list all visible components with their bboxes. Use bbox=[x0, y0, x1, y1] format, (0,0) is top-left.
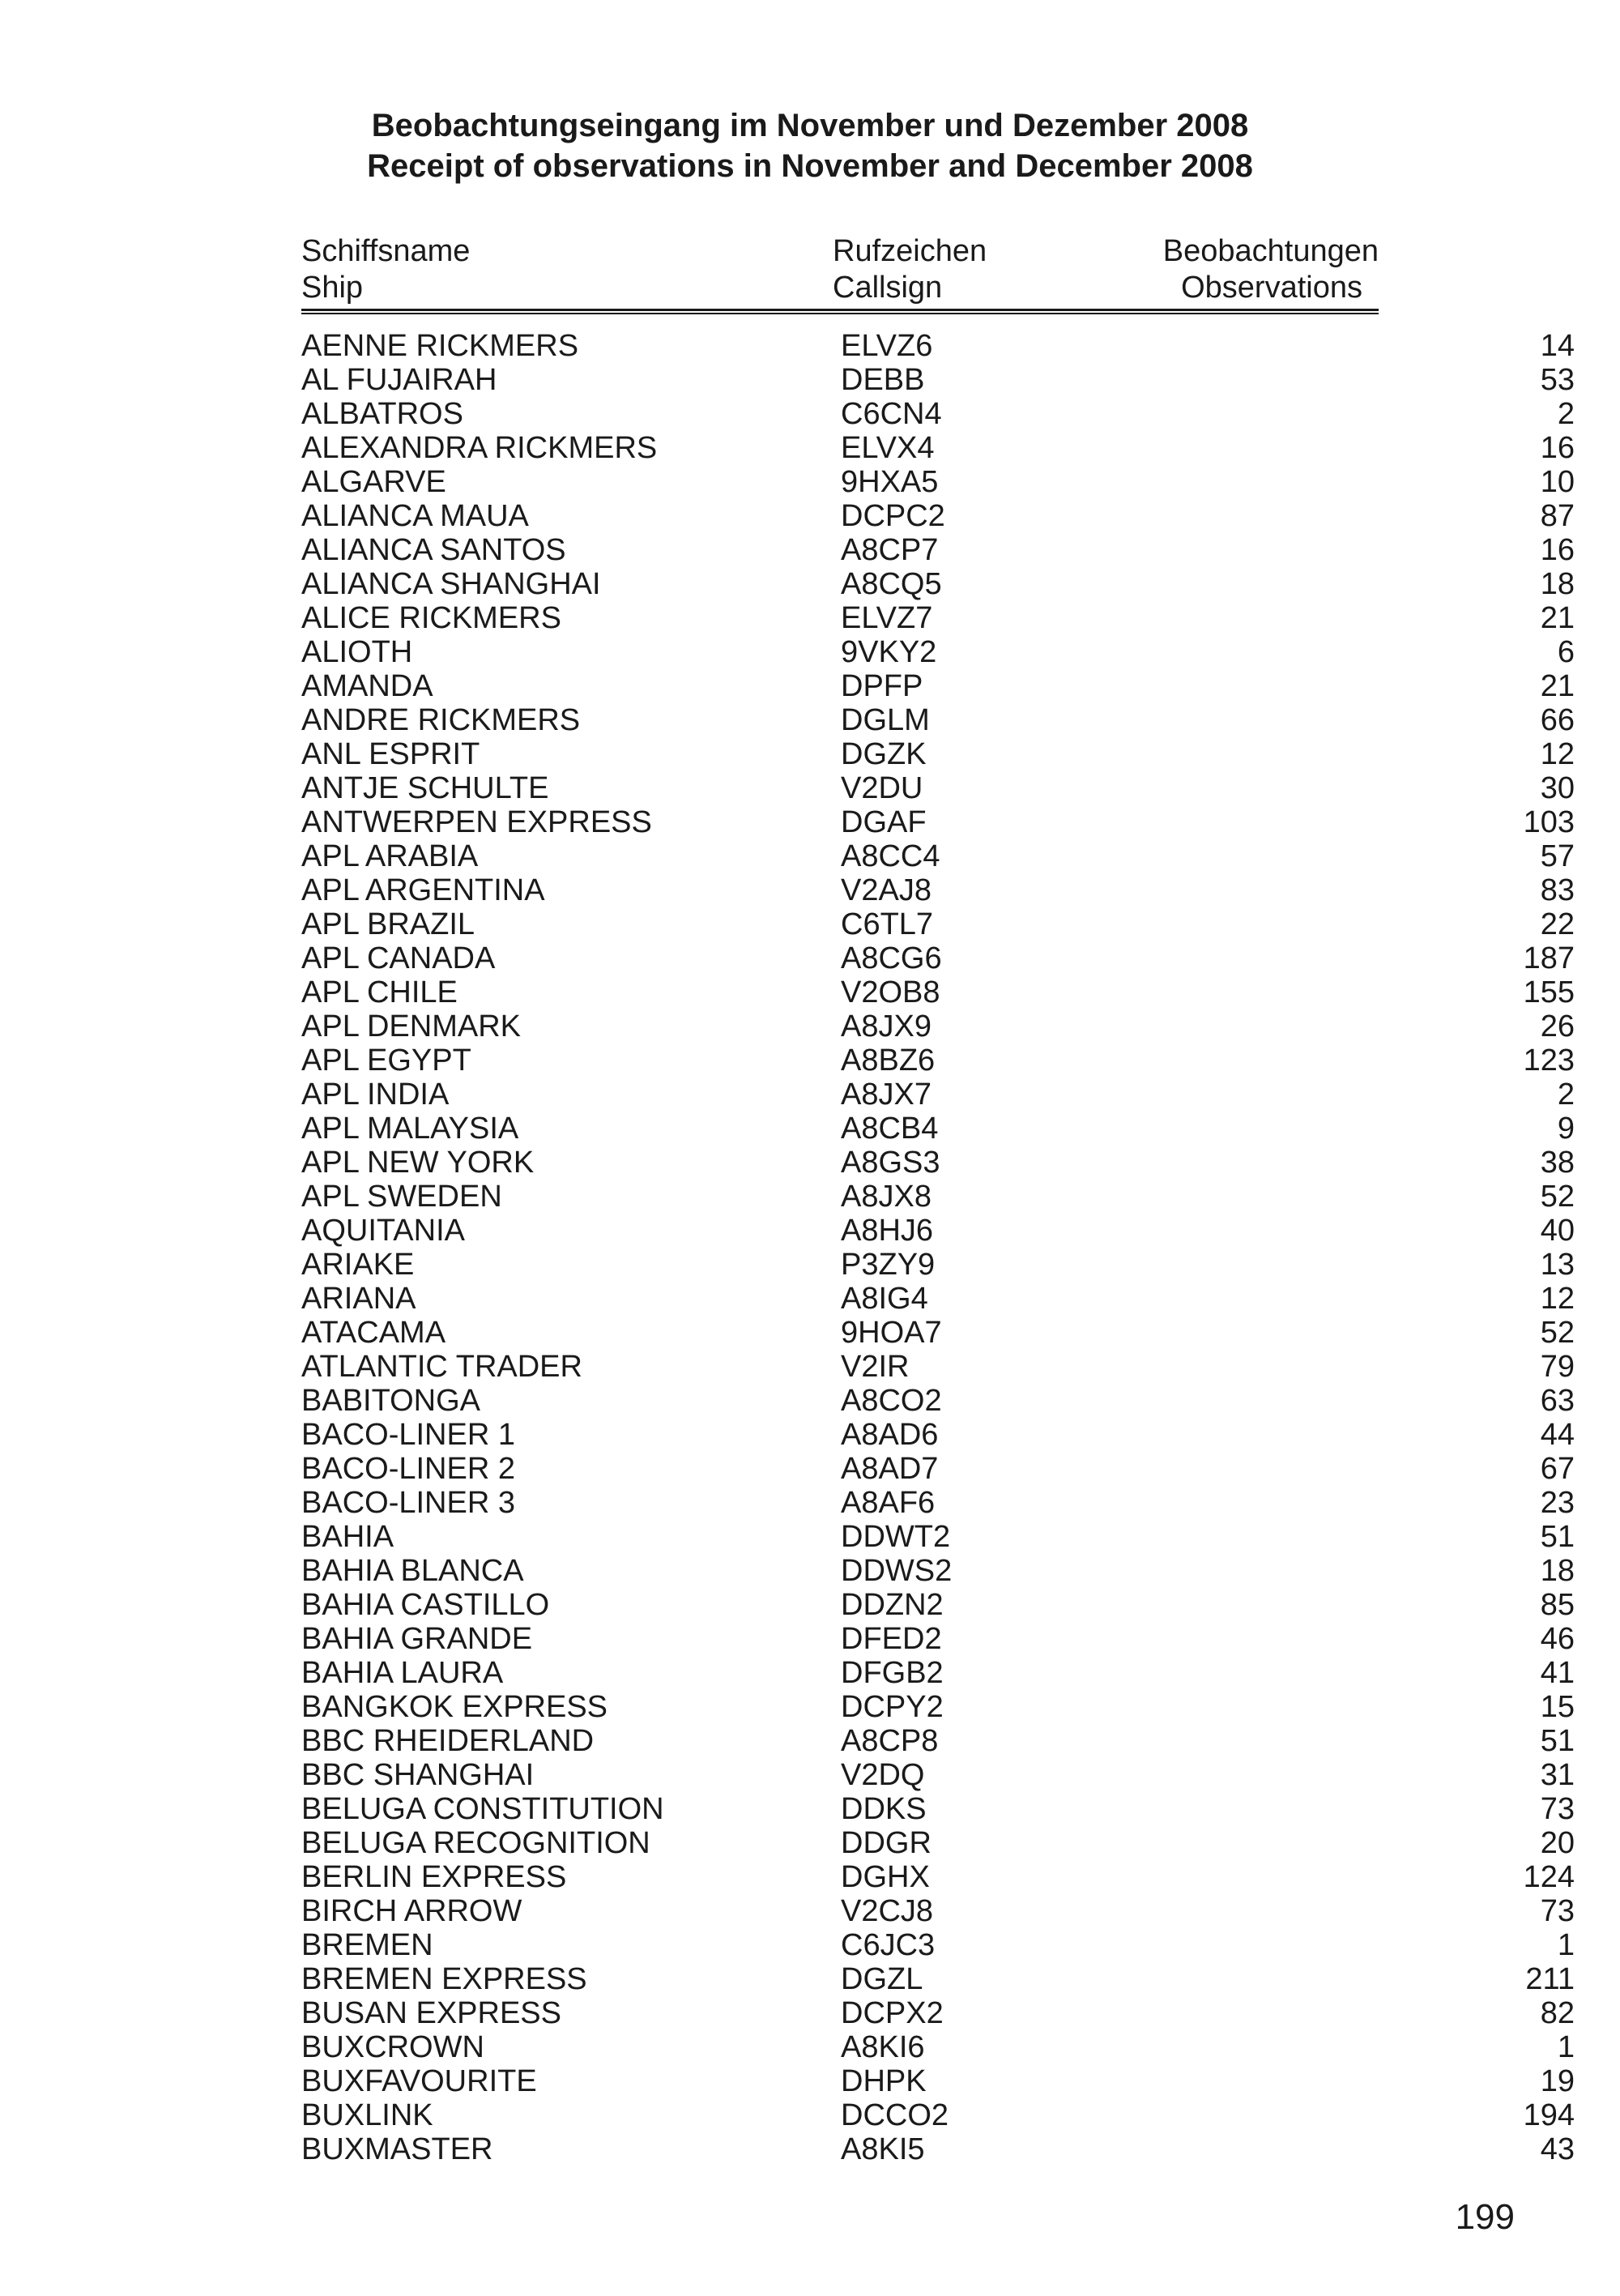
table-row bbox=[301, 907, 1575, 941]
observation-count: 57 bbox=[1540, 839, 1575, 873]
header-ship-name-de: Schiffsname bbox=[301, 234, 471, 268]
ship-name: ATACAMA bbox=[301, 1316, 446, 1350]
ship-name: BIRCH ARROW bbox=[301, 1894, 522, 1928]
table-row bbox=[301, 873, 1575, 907]
observation-count: 21 bbox=[1540, 601, 1575, 635]
ship-name: ALICE RICKMERS bbox=[301, 601, 561, 635]
observation-count: 87 bbox=[1540, 499, 1575, 533]
callsign: DDGR bbox=[841, 1826, 932, 1860]
observation-count: 23 bbox=[1540, 1486, 1575, 1520]
observation-count: 16 bbox=[1540, 431, 1575, 465]
observation-count: 31 bbox=[1540, 1758, 1575, 1792]
callsign: V2IR bbox=[841, 1350, 910, 1384]
observation-count: 41 bbox=[1540, 1656, 1575, 1690]
table-row bbox=[301, 1758, 1575, 1792]
ship-name: ALIANCA SANTOS bbox=[301, 533, 566, 567]
observation-count: 22 bbox=[1540, 907, 1575, 941]
callsign: DCPY2 bbox=[841, 1690, 944, 1724]
ship-name: BREMEN EXPRESS bbox=[301, 1962, 587, 1996]
callsign: A8BZ6 bbox=[841, 1043, 936, 1078]
table-row bbox=[301, 1486, 1575, 1520]
ship-name: ARIAKE bbox=[301, 1248, 415, 1282]
table-row bbox=[301, 1656, 1575, 1690]
ship-name: BAHIA GRANDE bbox=[301, 1622, 533, 1656]
observation-count: 20 bbox=[1540, 1826, 1575, 1860]
table-row bbox=[301, 1316, 1575, 1350]
callsign: A8JX9 bbox=[841, 1009, 932, 1043]
ship-name: ALEXANDRA RICKMERS bbox=[301, 431, 658, 465]
ship-name: ALIANCA MAUA bbox=[301, 499, 529, 533]
callsign: V2CJ8 bbox=[841, 1894, 934, 1928]
callsign: DDWS2 bbox=[841, 1554, 953, 1588]
table-row bbox=[301, 499, 1575, 533]
ship-name: BACO-LINER 3 bbox=[301, 1486, 515, 1520]
ship-name: AMANDA bbox=[301, 669, 433, 703]
table-row bbox=[301, 1792, 1575, 1826]
observation-count: 53 bbox=[1540, 363, 1575, 397]
ship-name: BUSAN EXPRESS bbox=[301, 1996, 561, 2030]
callsign: C6TL7 bbox=[841, 907, 934, 941]
ship-name: BUXFAVOURITE bbox=[301, 2064, 537, 2098]
ship-name: ALIANCA SHANGHAI bbox=[301, 567, 601, 601]
callsign: DDKS bbox=[841, 1792, 927, 1826]
callsign: V2AJ8 bbox=[841, 873, 932, 907]
table-row bbox=[301, 465, 1575, 499]
observation-count: 85 bbox=[1540, 1588, 1575, 1622]
ship-name: BACO-LINER 2 bbox=[301, 1452, 515, 1486]
ship-name: BELUGA CONSTITUTION bbox=[301, 1792, 664, 1826]
ship-name: BAHIA LAURA bbox=[301, 1656, 504, 1690]
table-row bbox=[301, 567, 1575, 601]
observation-count: 12 bbox=[1540, 737, 1575, 771]
header-observations-de: Beobachtungen bbox=[1162, 234, 1379, 268]
callsign: ELVX4 bbox=[841, 431, 935, 465]
callsign: C6CN4 bbox=[841, 397, 942, 431]
table-row bbox=[301, 941, 1575, 975]
ship-name: APL EGYPT bbox=[301, 1043, 471, 1078]
callsign: C6JC3 bbox=[841, 1928, 936, 1962]
observation-count: 46 bbox=[1540, 1622, 1575, 1656]
table-row bbox=[301, 1826, 1575, 1860]
ship-name: BACO-LINER 1 bbox=[301, 1418, 515, 1452]
callsign: A8AD7 bbox=[841, 1452, 939, 1486]
callsign: DEBB bbox=[841, 363, 925, 397]
table-row bbox=[301, 1554, 1575, 1588]
ship-name: BAHIA CASTILLO bbox=[301, 1588, 550, 1622]
table-row bbox=[301, 1248, 1575, 1282]
ship-name: APL ARABIA bbox=[301, 839, 479, 873]
callsign: 9HXA5 bbox=[841, 465, 939, 499]
ship-name: BANGKOK EXPRESS bbox=[301, 1690, 608, 1724]
observation-count: 40 bbox=[1540, 1214, 1575, 1248]
title-german: Beobachtungseingang im November und Dezember 2008 bbox=[371, 108, 1249, 143]
observation-count: 13 bbox=[1540, 1248, 1575, 1282]
table-row bbox=[301, 1282, 1575, 1316]
table-row bbox=[301, 1112, 1575, 1146]
observation-count: 15 bbox=[1540, 1690, 1575, 1724]
observation-count: 52 bbox=[1540, 1316, 1575, 1350]
table-row bbox=[301, 975, 1575, 1009]
callsign: A8IG4 bbox=[841, 1282, 928, 1316]
title-english: Receipt of observations in November and December 2008 bbox=[367, 148, 1253, 184]
observation-count: 79 bbox=[1540, 1350, 1575, 1384]
observation-count: 19 bbox=[1540, 2064, 1575, 2098]
callsign: DGAF bbox=[841, 805, 927, 839]
table-row bbox=[301, 1724, 1575, 1758]
callsign: A8CB4 bbox=[841, 1112, 939, 1146]
page-number: 199 bbox=[1455, 2197, 1515, 2237]
observation-count: 6 bbox=[1557, 635, 1575, 669]
table-row bbox=[301, 397, 1575, 431]
observation-count: 211 bbox=[1525, 1962, 1575, 1996]
callsign: DGHX bbox=[841, 1860, 930, 1894]
ship-name: ARIANA bbox=[301, 1282, 416, 1316]
callsign: 9HOA7 bbox=[841, 1316, 942, 1350]
observation-count: 44 bbox=[1540, 1418, 1575, 1452]
ship-name: BAHIA bbox=[301, 1520, 394, 1554]
table-row bbox=[301, 2030, 1575, 2064]
callsign: A8AF6 bbox=[841, 1486, 936, 1520]
observation-count: 9 bbox=[1557, 1112, 1575, 1146]
observation-count: 103 bbox=[1523, 805, 1575, 839]
table-row bbox=[301, 1622, 1575, 1656]
ship-name: BUXCROWN bbox=[301, 2030, 484, 2064]
ship-name: BERLIN EXPRESS bbox=[301, 1860, 567, 1894]
callsign: DFED2 bbox=[841, 1622, 942, 1656]
ship-name: BELUGA RECOGNITION bbox=[301, 1826, 650, 1860]
callsign: DCPX2 bbox=[841, 1996, 944, 2030]
observation-count: 1 bbox=[1557, 1928, 1575, 1962]
observation-count: 51 bbox=[1540, 1724, 1575, 1758]
table-row bbox=[301, 1928, 1575, 1962]
observation-count: 2 bbox=[1557, 1078, 1575, 1112]
table-row bbox=[301, 1690, 1575, 1724]
ship-name: BUXMASTER bbox=[301, 2132, 493, 2166]
ship-name: ALIOTH bbox=[301, 635, 413, 669]
observation-count: 18 bbox=[1540, 567, 1575, 601]
callsign: A8AD6 bbox=[841, 1418, 939, 1452]
ship-name: APL CHILE bbox=[301, 975, 458, 1009]
callsign: A8JX7 bbox=[841, 1078, 932, 1112]
ship-name: BBC SHANGHAI bbox=[301, 1758, 535, 1792]
observation-count: 12 bbox=[1540, 1282, 1575, 1316]
observation-count: 83 bbox=[1540, 873, 1575, 907]
callsign: DGZL bbox=[841, 1962, 923, 1996]
observation-count: 82 bbox=[1540, 1996, 1575, 2030]
observation-count: 43 bbox=[1540, 2132, 1575, 2166]
observation-count: 2 bbox=[1557, 397, 1575, 431]
table-row bbox=[301, 2132, 1575, 2166]
ship-table bbox=[301, 329, 1575, 2166]
table-row bbox=[301, 1043, 1575, 1078]
callsign: A8GS3 bbox=[841, 1146, 940, 1180]
callsign: A8HJ6 bbox=[841, 1214, 934, 1248]
header-callsign-en: Callsign bbox=[833, 271, 943, 305]
ship-name: APL DENMARK bbox=[301, 1009, 521, 1043]
table-row bbox=[301, 669, 1575, 703]
table-row bbox=[301, 771, 1575, 805]
ship-name: BREMEN bbox=[301, 1928, 433, 1962]
ship-name: APL CANADA bbox=[301, 941, 496, 975]
ship-name: BAHIA BLANCA bbox=[301, 1554, 524, 1588]
table-row bbox=[301, 1146, 1575, 1180]
table-row bbox=[301, 737, 1575, 771]
header-rule-thick bbox=[301, 309, 1379, 311]
callsign: A8CG6 bbox=[841, 941, 942, 975]
table-row bbox=[301, 2098, 1575, 2132]
table-row bbox=[301, 1180, 1575, 1214]
ship-name: APL BRAZIL bbox=[301, 907, 475, 941]
ship-name: APL MALAYSIA bbox=[301, 1112, 519, 1146]
callsign: A8CC4 bbox=[841, 839, 940, 873]
header-ship-name-en: Ship bbox=[301, 271, 364, 305]
ship-name: BUXLINK bbox=[301, 2098, 433, 2132]
ship-name: APL INDIA bbox=[301, 1078, 450, 1112]
callsign: A8CO2 bbox=[841, 1384, 942, 1418]
callsign: V2DQ bbox=[841, 1758, 925, 1792]
ship-name: ANDRE RICKMERS bbox=[301, 703, 581, 737]
callsign: A8KI6 bbox=[841, 2030, 925, 2064]
ship-name: AENNE RICKMERS bbox=[301, 329, 579, 363]
observation-count: 51 bbox=[1540, 1520, 1575, 1554]
callsign: DFGB2 bbox=[841, 1656, 944, 1690]
ship-name: ANTJE SCHULTE bbox=[301, 771, 549, 805]
table-row bbox=[301, 2064, 1575, 2098]
table-row bbox=[301, 1452, 1575, 1486]
table-row bbox=[301, 431, 1575, 465]
observation-count: 63 bbox=[1540, 1384, 1575, 1418]
table-row bbox=[301, 1520, 1575, 1554]
callsign: DGLM bbox=[841, 703, 930, 737]
callsign: DGZK bbox=[841, 737, 927, 771]
callsign: ELVZ7 bbox=[841, 601, 933, 635]
callsign: DCPC2 bbox=[841, 499, 945, 533]
table-row bbox=[301, 1214, 1575, 1248]
ship-name: ATLANTIC TRADER bbox=[301, 1350, 582, 1384]
table-row bbox=[301, 805, 1575, 839]
observation-count: 123 bbox=[1523, 1043, 1575, 1078]
table-row bbox=[301, 1009, 1575, 1043]
table-row bbox=[301, 1962, 1575, 1996]
observation-count: 66 bbox=[1540, 703, 1575, 737]
observation-count: 1 bbox=[1557, 2030, 1575, 2064]
observation-count: 21 bbox=[1540, 669, 1575, 703]
header-rule-thin bbox=[301, 313, 1379, 314]
table-row bbox=[301, 839, 1575, 873]
table-row bbox=[301, 533, 1575, 567]
observation-count: 52 bbox=[1540, 1180, 1575, 1214]
ship-name: APL SWEDEN bbox=[301, 1180, 502, 1214]
table-row bbox=[301, 703, 1575, 737]
observation-count: 16 bbox=[1540, 533, 1575, 567]
table-row bbox=[301, 1860, 1575, 1894]
callsign: V2OB8 bbox=[841, 975, 940, 1009]
ship-name: APL NEW YORK bbox=[301, 1146, 535, 1180]
ship-name: ALGARVE bbox=[301, 465, 446, 499]
observation-count: 124 bbox=[1523, 1860, 1575, 1894]
observation-count: 38 bbox=[1540, 1146, 1575, 1180]
table-row bbox=[301, 329, 1575, 363]
observation-count: 26 bbox=[1540, 1009, 1575, 1043]
table-row bbox=[301, 1078, 1575, 1112]
observation-count: 18 bbox=[1540, 1554, 1575, 1588]
ship-name: AL FUJAIRAH bbox=[301, 363, 497, 397]
table-row bbox=[301, 1996, 1575, 2030]
ship-name: ANL ESPRIT bbox=[301, 737, 480, 771]
observation-count: 155 bbox=[1523, 975, 1575, 1009]
callsign: A8CQ5 bbox=[841, 567, 942, 601]
observation-count: 73 bbox=[1540, 1792, 1575, 1826]
observation-count: 14 bbox=[1540, 329, 1575, 363]
observation-count: 187 bbox=[1523, 941, 1575, 975]
callsign: DCCO2 bbox=[841, 2098, 949, 2132]
callsign: A8KI5 bbox=[841, 2132, 925, 2166]
callsign: A8CP7 bbox=[841, 533, 939, 567]
header-callsign-de: Rufzeichen bbox=[833, 234, 987, 268]
callsign: 9VKY2 bbox=[841, 635, 937, 669]
observation-count: 73 bbox=[1540, 1894, 1575, 1928]
callsign: ELVZ6 bbox=[841, 329, 933, 363]
table-row bbox=[301, 1350, 1575, 1384]
observation-count: 30 bbox=[1540, 771, 1575, 805]
ship-name: ALBATROS bbox=[301, 397, 463, 431]
callsign: DDWT2 bbox=[841, 1520, 951, 1554]
callsign: A8CP8 bbox=[841, 1724, 939, 1758]
table-row bbox=[301, 635, 1575, 669]
callsign: DHPK bbox=[841, 2064, 927, 2098]
table-row bbox=[301, 1384, 1575, 1418]
callsign: V2DU bbox=[841, 771, 923, 805]
table-row bbox=[301, 1894, 1575, 1928]
header-observations-en: Observations bbox=[1181, 271, 1362, 305]
observation-count: 194 bbox=[1523, 2098, 1575, 2132]
ship-name: ANTWERPEN EXPRESS bbox=[301, 805, 652, 839]
table-row bbox=[301, 363, 1575, 397]
observation-count: 67 bbox=[1540, 1452, 1575, 1486]
ship-name: BABITONGA bbox=[301, 1384, 481, 1418]
table-row bbox=[301, 601, 1575, 635]
ship-name: BBC RHEIDERLAND bbox=[301, 1724, 595, 1758]
ship-name: AQUITANIA bbox=[301, 1214, 465, 1248]
callsign: DPFP bbox=[841, 669, 923, 703]
callsign: A8JX8 bbox=[841, 1180, 932, 1214]
table-row bbox=[301, 1418, 1575, 1452]
observation-count: 10 bbox=[1540, 465, 1575, 499]
table-row bbox=[301, 1588, 1575, 1622]
callsign: P3ZY9 bbox=[841, 1248, 936, 1282]
callsign: DDZN2 bbox=[841, 1588, 944, 1622]
ship-name: APL ARGENTINA bbox=[301, 873, 545, 907]
